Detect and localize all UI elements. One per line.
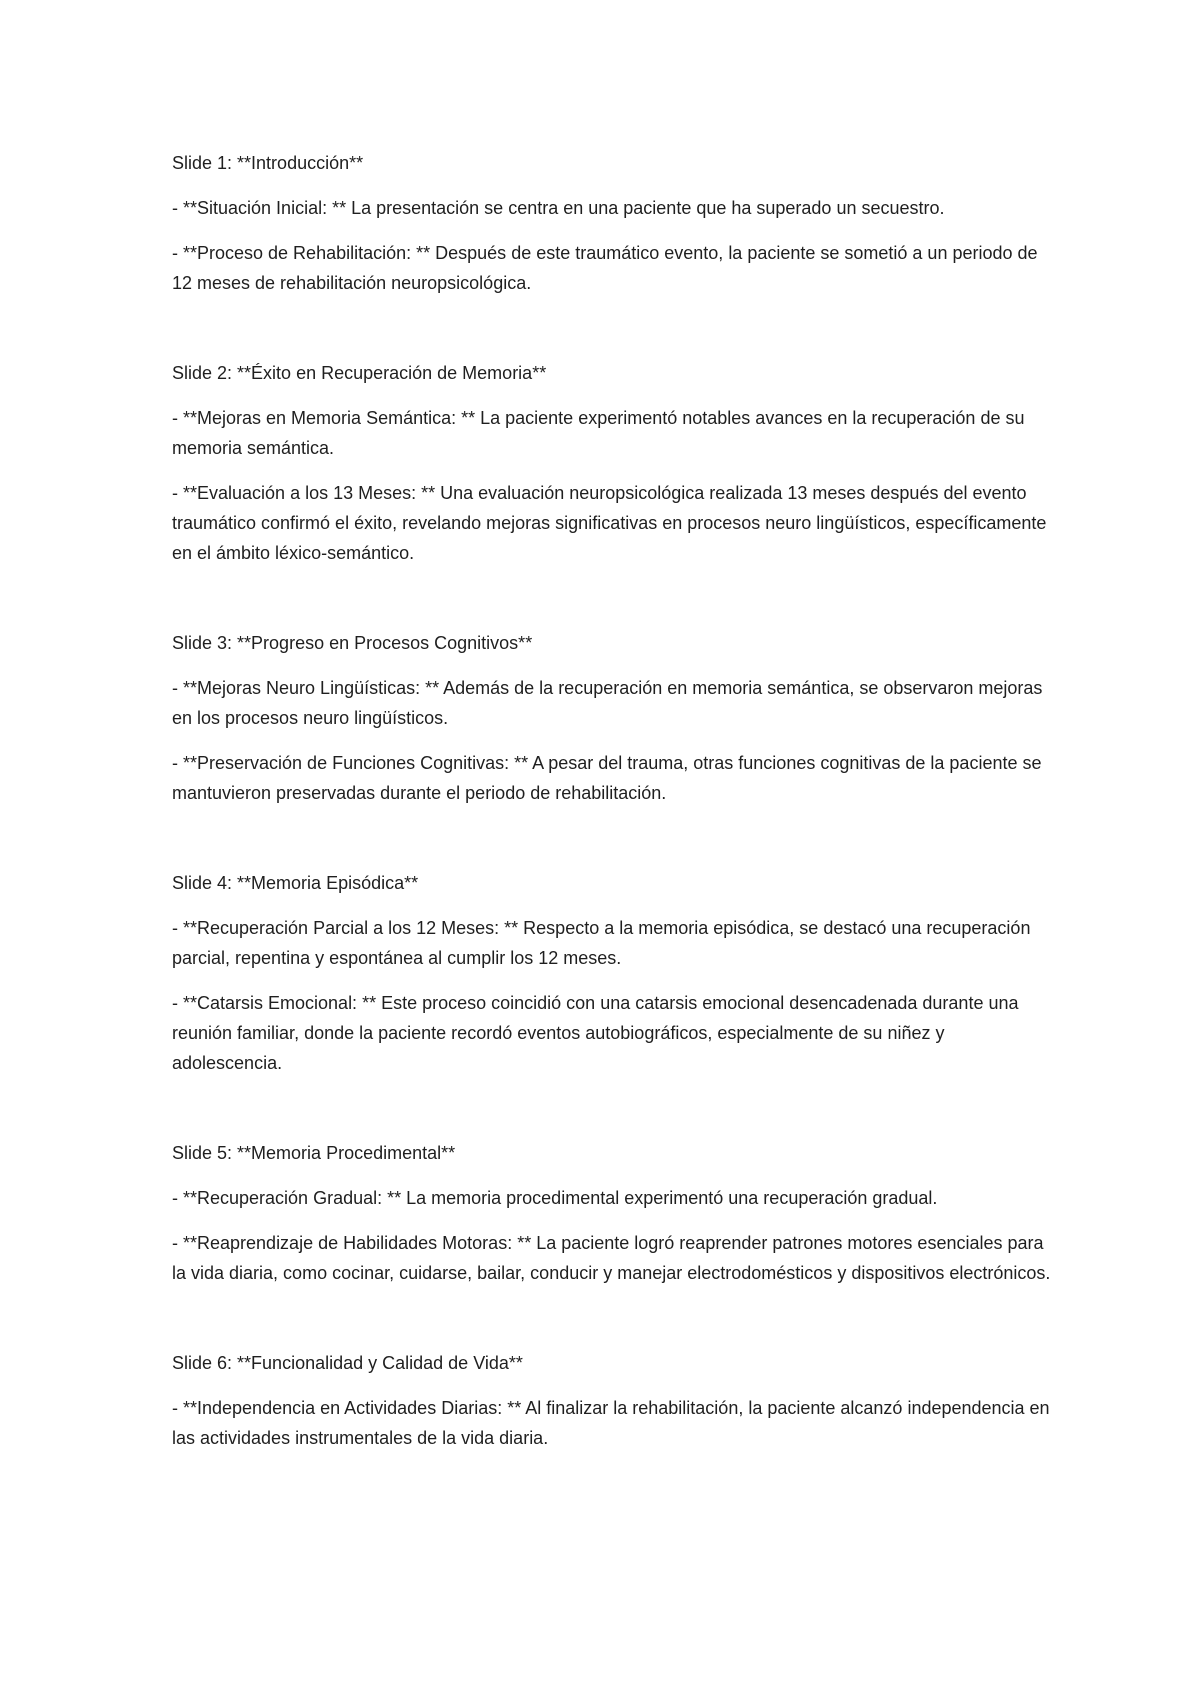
bullet-point: - **Preservación de Funciones Cognitivas: ** A pesar del trauma, otras funciones cognitivas de la paciente se mantuvieron preservadas durante el periodo de rehabilitación. [172,753,1042,803]
bullet-point: - **Independencia en Actividades Diarias: ** Al finalizar la rehabilitación, la paciente alcanzó independencia en las actividades instrumentales de la vida diaria. [172,1398,1050,1448]
slide-title: Slide 1: **Introducción** [172,153,364,173]
slide-section-3 [172,628,1052,808]
bullet-point: - **Mejoras en Memoria Semántica: ** La paciente experimentó notables avances en la recuperación de su memoria semántica. [172,408,1025,458]
bullet-point: - **Recuperación Parcial a los 12 Meses: ** Respecto a la memoria episódica, se destacó una recuperación parcial, repentina y espontánea al cumplir los 12 meses. [172,918,1031,968]
bullet-point: - **Recuperación Gradual: ** La memoria procedimental experimentó una recuperación gradual. [172,1188,938,1208]
slide-title: Slide 5: **Memoria Procedimental** [172,1143,456,1163]
bullet-point: - **Mejoras Neuro Lingüísticas: ** Además de la recuperación en memoria semántica, se observaron mejoras en los procesos neuro lingüísticos. [172,678,1043,728]
document-body [172,148,1052,1453]
bullet-point: - **Catarsis Emocional: ** Este proceso coincidió con una catarsis emocional desencadenada durante una reunión familiar, donde la paciente recordó eventos autobiográficos, especialmente de su niñez y adolescencia. [172,993,1019,1073]
bullet-point: - **Situación Inicial: ** La presentación se centra en una paciente que ha superado un secuestro. [172,198,945,218]
bullet-point: - **Evaluación a los 13 Meses: ** Una evaluación neuropsicológica realizada 13 meses después del evento traumático confirmó el éxito, revelando mejoras significativas en procesos neuro lingüísticos, específicamente en el ámbito léxico-semántico. [172,483,1047,563]
slide-title: Slide 2: **Éxito en Recuperación de Memoria** [172,363,547,383]
slide-section-4 [172,868,1052,1078]
slide-section-5 [172,1138,1052,1288]
bullet-point: - **Proceso de Rehabilitación: ** Después de este traumático evento, la paciente se sometió a un periodo de 12 meses de rehabilitación neuropsicológica. [172,243,1038,293]
slide-title: Slide 3: **Progreso en Procesos Cognitivos** [172,633,533,653]
slide-section-6 [172,1348,1052,1453]
slide-title: Slide 4: **Memoria Episódica** [172,873,419,893]
slide-section-1 [172,148,1052,298]
slide-title: Slide 6: **Funcionalidad y Calidad de Vida** [172,1353,523,1373]
slide-section-2 [172,358,1052,568]
bullet-point: - **Reaprendizaje de Habilidades Motoras: ** La paciente logró reaprender patrones motores esenciales para la vida diaria, como cocinar, cuidarse, bailar, conducir y manejar electrodomésticos y dispositivos electrónicos. [172,1233,1051,1283]
